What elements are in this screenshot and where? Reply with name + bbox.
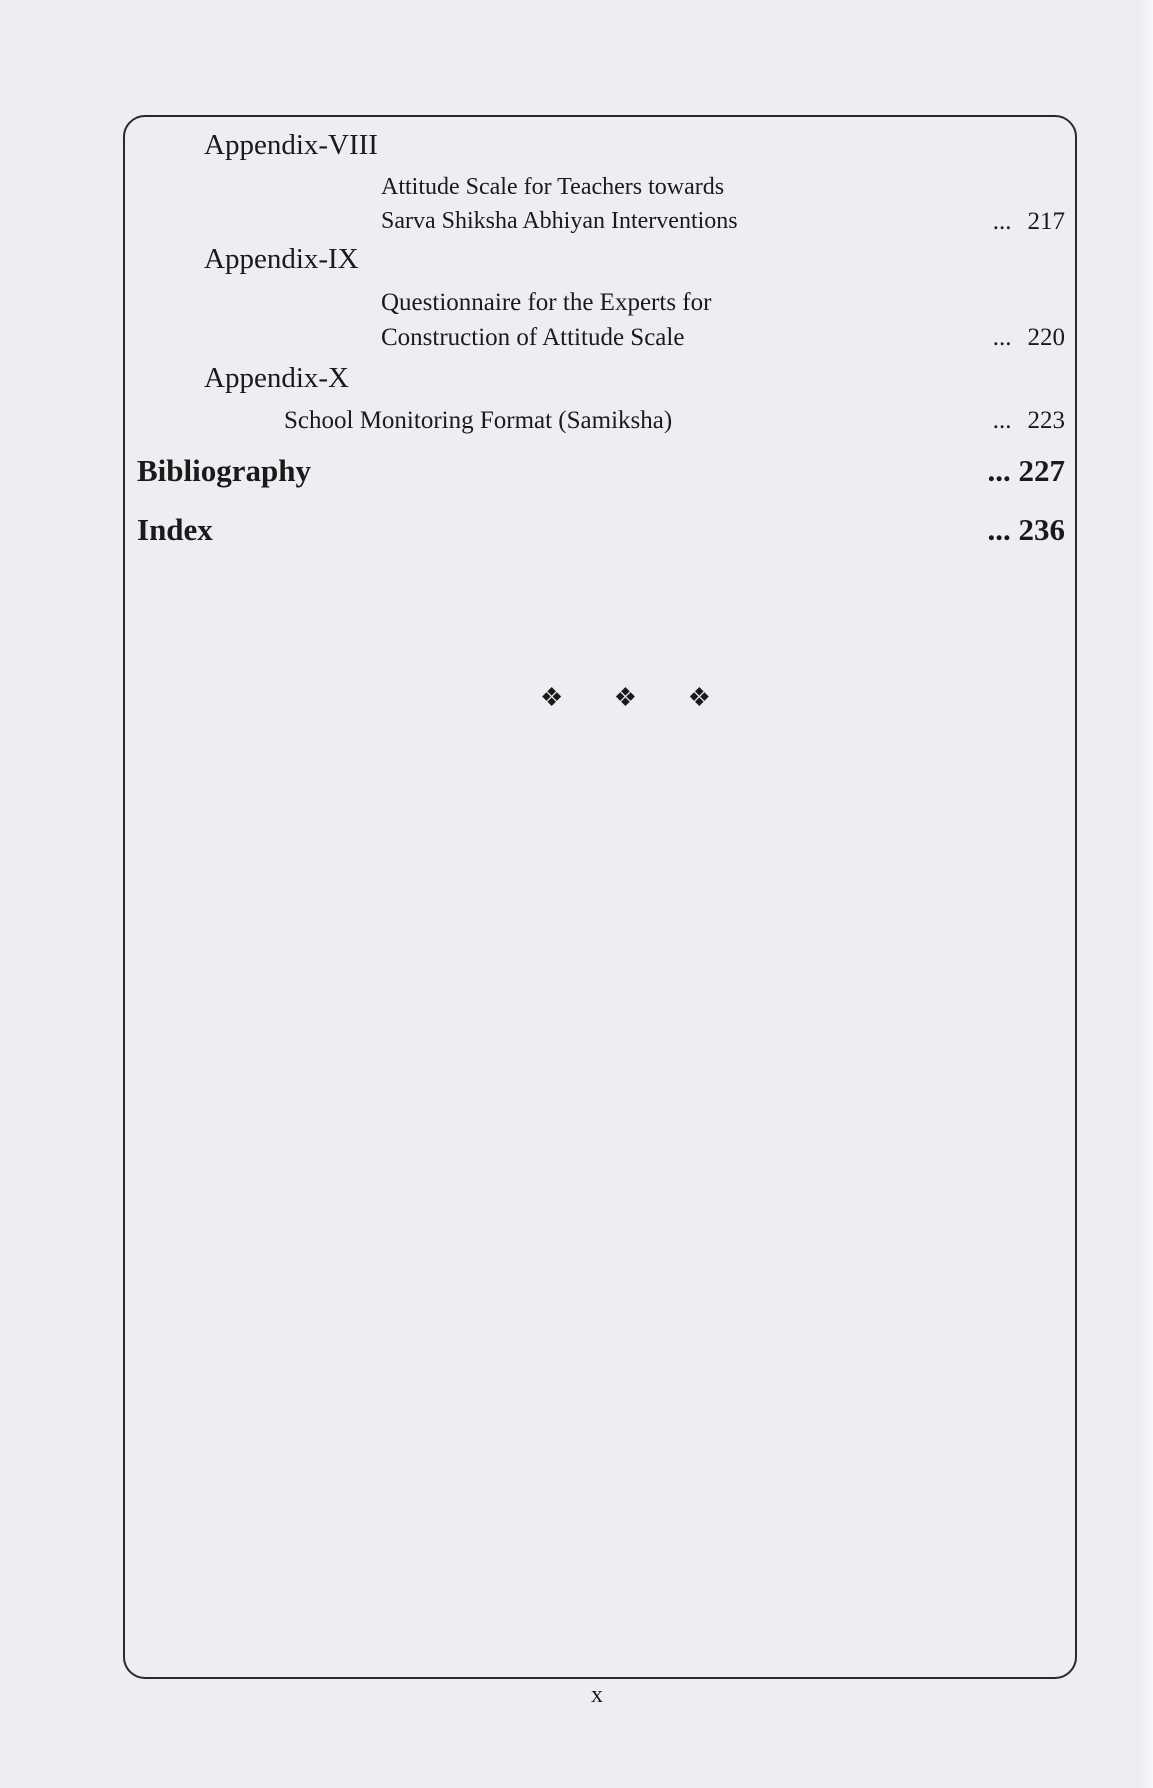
- appendix-ix-title-line2: Construction of Attitude Scale: [381, 324, 685, 351]
- bibliography-heading: Bibliography: [137, 453, 311, 488]
- leader-dots: ...: [992, 324, 1012, 351]
- appendix-x-heading: Appendix-X: [204, 362, 349, 394]
- bibliography-page-ref: ... 227: [987, 453, 1065, 488]
- leader-dots: ...: [992, 407, 1012, 434]
- page-number: 223: [1027, 407, 1065, 434]
- appendix-ix-heading: Appendix-IX: [204, 243, 359, 275]
- appendix-viii-title-line1: Attitude Scale for Teachers towards: [381, 174, 725, 200]
- appendix-x-page-ref: [993, 407, 1065, 435]
- page-number: 217: [1027, 208, 1065, 235]
- leader-dots: ...: [992, 208, 1012, 235]
- appendix-viii-title-line2: Sarva Shiksha Abhiyan Interventions: [381, 208, 738, 234]
- appendix-viii-heading: Appendix-VIII: [204, 129, 378, 161]
- section-ornament: ❖ ❖ ❖: [540, 683, 733, 712]
- appendix-ix-page-ref: [993, 324, 1065, 352]
- index-heading: Index: [137, 512, 213, 547]
- appendix-ix-title-line1: Questionnaire for the Experts for: [381, 289, 712, 316]
- appendix-viii-page-ref: [993, 208, 1065, 236]
- page-folio: x: [591, 1682, 603, 1708]
- appendix-x-title: School Monitoring Format (Samiksha): [284, 407, 673, 434]
- page-edge-shadow: [1135, 0, 1153, 1788]
- index-page-ref: ... 236: [987, 512, 1065, 547]
- page-number: 220: [1027, 324, 1065, 351]
